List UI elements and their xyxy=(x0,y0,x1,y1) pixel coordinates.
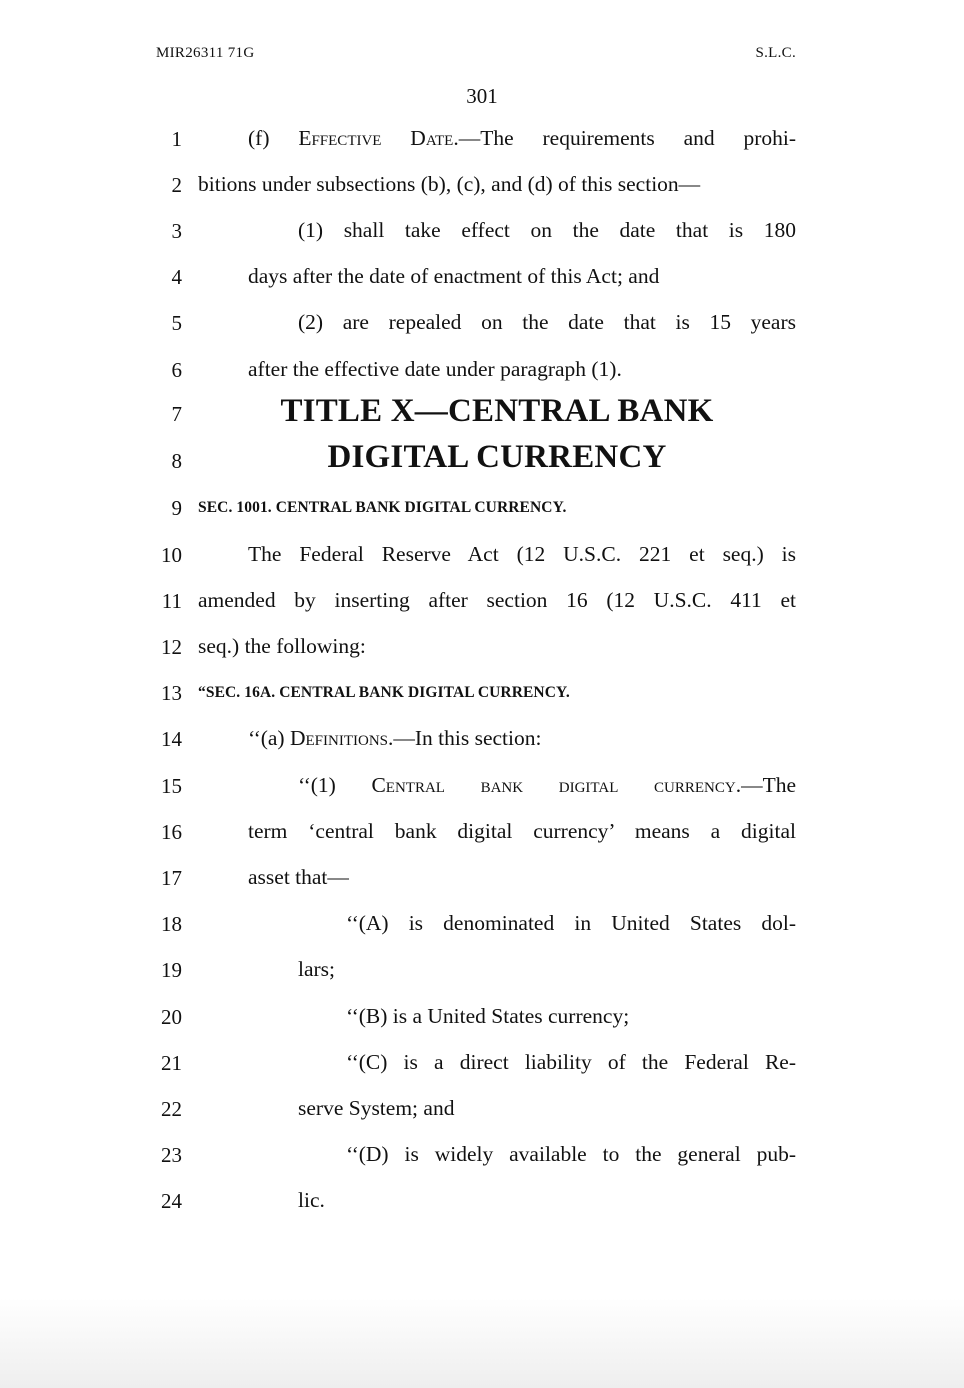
text-line: asset that— xyxy=(248,865,349,889)
text-line: ‘‘(A) is denominated in United States dol- xyxy=(346,911,796,935)
line-number: 19 xyxy=(161,958,182,982)
page-number: 301 xyxy=(466,84,498,108)
text-line: (1) shall take effect on the date that is 180 xyxy=(298,218,796,242)
line-number: 23 xyxy=(161,1143,182,1167)
text: .—The xyxy=(735,773,797,797)
line-number: 14 xyxy=(161,727,182,751)
line-number: 3 xyxy=(171,219,182,243)
line-number: 15 xyxy=(161,774,182,798)
line-number: 24 xyxy=(161,1189,182,1213)
line-number: 22 xyxy=(161,1097,182,1121)
text: ‘‘(1) xyxy=(298,773,372,797)
text: .—In this section: xyxy=(388,726,542,750)
line-number: 1 xyxy=(171,127,182,151)
line-number: 18 xyxy=(161,912,182,936)
definitions-heading: Definitions xyxy=(289,726,388,750)
line-number: 7 xyxy=(171,402,182,426)
line-number: 6 xyxy=(171,358,182,382)
cbdc-heading: Central bank digital currency xyxy=(371,773,736,797)
title-heading-line2: DIGITAL CURRENCY xyxy=(327,439,667,475)
line-number: 12 xyxy=(161,635,182,659)
text-line: term ‘central bank digital currency’ means a digital xyxy=(248,819,796,843)
text-line: lars; xyxy=(298,957,336,981)
line-number: 8 xyxy=(171,449,182,473)
title-heading-line1: TITLE X—CENTRAL BANK xyxy=(280,393,714,429)
text-line: ‘‘(D) is widely available to the general pub- xyxy=(346,1142,796,1166)
effective-date-paragraph xyxy=(248,126,796,151)
line-number: 5 xyxy=(171,311,182,335)
line-number: 17 xyxy=(161,866,182,890)
section-heading: “SEC. 16A. CENTRAL BANK DIGITAL CURRENCY. xyxy=(198,684,570,701)
line-number: 4 xyxy=(171,265,182,289)
text-line: after the effective date under paragraph (1). xyxy=(248,357,622,381)
text-line: (2) are repealed on the date that is 15 years xyxy=(298,310,796,334)
text-line: days after the date of enactment of this Act; and xyxy=(248,264,660,288)
line-number: 16 xyxy=(161,820,182,844)
line-number: 20 xyxy=(161,1005,182,1029)
text: .—The requirements and prohi- xyxy=(453,126,796,150)
section-heading: SEC. 1001. CENTRAL BANK DIGITAL CURRENCY. xyxy=(198,499,567,516)
text-line: serve System; and xyxy=(298,1096,455,1120)
line-number: 2 xyxy=(171,173,182,197)
text-line: seq.) the following: xyxy=(198,634,366,658)
text-line: ‘‘(C) is a direct liability of the Federal Re- xyxy=(346,1050,796,1074)
text-line: The Federal Reserve Act (12 U.S.C. 221 et seq.) is xyxy=(248,542,796,566)
text-line: amended by inserting after section 16 (12 U.S.C. 411 et xyxy=(198,588,796,612)
office-code: S.L.C. xyxy=(755,45,796,61)
line-number: 11 xyxy=(161,589,182,613)
line-number: 13 xyxy=(161,681,182,705)
definitions-line xyxy=(248,726,541,751)
document-id: MIR26311 71G xyxy=(156,45,255,61)
line-number: 9 xyxy=(171,496,182,520)
text-line: lic. xyxy=(298,1188,325,1212)
text: (f) xyxy=(248,126,299,150)
page-edge-shadow xyxy=(0,1298,964,1388)
text: ‘‘(a) xyxy=(248,726,290,750)
line-number: 21 xyxy=(161,1051,182,1075)
effective-date-heading: Effective Date xyxy=(298,126,454,150)
cbdc-definition-line xyxy=(298,773,796,798)
text-line: bitions under subsections (b), (c), and (d) of this section— xyxy=(198,172,701,196)
text-line: ‘‘(B) is a United States currency; xyxy=(346,1004,630,1028)
line-number: 10 xyxy=(161,543,182,567)
